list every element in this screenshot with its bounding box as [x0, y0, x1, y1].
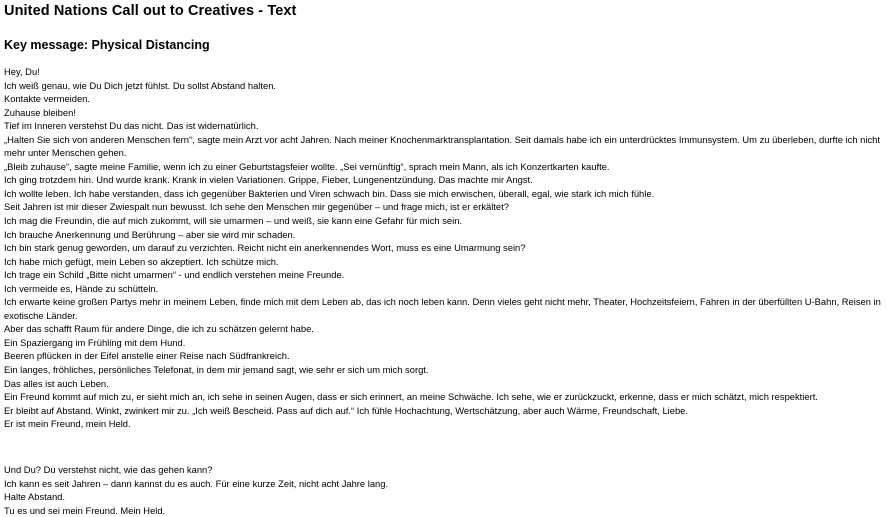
paragraph: Ich mag die Freundin, die auf mich zukommt, will sie umarmen – und weiß, sie kann eine Gefahr für mich sein.: [4, 215, 463, 227]
paragraph: Er bleibt auf Abstand. Winkt, zwinkert mir zu. „Ich weiß Bescheid. Pass auf dich auf.“ Ich fühle Hochachtung, Wertschätzung, aber auch Wärme, Freundschaft, Liebe.: [4, 404, 689, 416]
paragraph: Er ist mein Freund, mein Held.: [4, 418, 131, 430]
paragraph: Tu es und sei mein Freund. Mein Held.: [4, 504, 166, 516]
paragraph: Zuhause bleiben!: [4, 106, 76, 118]
document-body: [4, 65, 884, 517]
paragraph: Ich weiß genau, wie Du Dich jetzt fühlst. Du sollst Abstand halten.: [4, 79, 277, 91]
paragraph: Halte Abstand.: [4, 491, 65, 503]
paragraph: Ich brauche Anerkennung und Berührung – aber sie wird mir schaden.: [4, 228, 296, 240]
paragraph: Ich trage ein Schild „Bitte nicht umarmen“ - und endlich verstehen meine Freunde.: [4, 269, 345, 281]
paragraph: Ich bin stark genug geworden, um darauf zu verzichten. Reicht nicht ein anerkennendes Wort, muss es eine Umarmung sein?: [4, 242, 526, 254]
paragraph: Hey, Du!: [4, 66, 40, 77]
paragraph: Ich erwarte keine großen Partys mehr in meinem Leben, finde mich mit dem Leben ab, das ich noch leben kann. Denn vieles geht nicht mehr, Theater, Hochzeitsfeiern, Fahren in der überfüllten U-Bahn, Reisen in exotische Länder.: [4, 296, 881, 321]
paragraph: „Halten Sie sich von anderen Menschen fern“, sagte mein Arzt vor acht Jahren. Nach meiner Knochenmarktransplantation. Seit damals habe ich ein unterdrücktes Immunsystem. Um zu überleben, durfte ich nicht mehr unter Menschen gehen.: [4, 133, 880, 159]
paragraph: Ein langes, fröhliches, persönliches Telefonat, in dem mir jemand sagt, wie sehr er sich um mich sorgt.: [4, 364, 429, 376]
paragraph: Ich habe mich gefügt, mein Leben so akzeptiert. Ich schütze mich.: [4, 255, 279, 267]
paragraph: Beeren pflücken in der Eifel anstelle einer Reise nach Südfrankreich.: [4, 350, 290, 362]
paragraph: Aber das schafft Raum für andere Dinge, die ich zu schätzen gelernt habe.: [4, 323, 314, 335]
paragraph: Kontakte vermeiden.: [4, 93, 90, 105]
paragraph: Ich vermeide es, Hände zu schütteln.: [4, 282, 159, 294]
paragraph-spacer: [4, 440, 884, 454]
paragraph: Ich wollte leben. Ich habe verstanden, dass ich gegenüber Bakterien und Viren schwach bin. Dass sie mich erwischen, überall, egal, wie stark ich mich fühle.: [4, 187, 655, 199]
paragraph: Ein Freund kommt auf mich zu, er sieht mich an, ich sehe in seinen Augen, dass er sich erinnert, an meine Schwäche. Ich sehe, wie er zurückzuckt, erkenne, dass er mich schätzt, mich respektiert.: [4, 391, 818, 403]
paragraph: Ich kann es seit Jahren – dann kannst du es auch. Für eine kurze Zeit, nicht acht Jahre lang.: [4, 477, 389, 489]
paragraph: Das alles ist auch Leben.: [4, 377, 109, 389]
document-subtitle: Key message: Physical Distancing: [4, 38, 210, 52]
paragraph: Tief im Inneren verstehst Du das nicht. Das ist widernatürlich.: [4, 120, 259, 132]
paragraph: „Bleib zuhause“, sagte meine Familie, wenn ich zu einer Geburtstagsfeier wollte. „Sei vernünftig“, sprach mein Mann, als ich Konzertkarten kaufte.: [4, 160, 610, 172]
paragraph: Und Du? Du verstehst nicht, wie das gehen kann?: [4, 464, 213, 476]
paragraph: Ich ging trotzdem hin. Und wurde krank. Krank in vielen Variationen. Grippe, Fieber, Lungenentzündung. Das machte mir Angst.: [4, 174, 533, 186]
paragraph: Seit Jahren ist mir dieser Zwiespalt nun bewusst. Ich sehe den Menschen mir gegenüber – und frage mich, ist er erkältet?: [4, 201, 509, 213]
paragraph: Ein Spaziergang im Frühling mit dem Hund.: [4, 336, 186, 348]
document-page: [4, 0, 884, 517]
document-title: United Nations Call out to Creatives - Text: [4, 3, 297, 19]
